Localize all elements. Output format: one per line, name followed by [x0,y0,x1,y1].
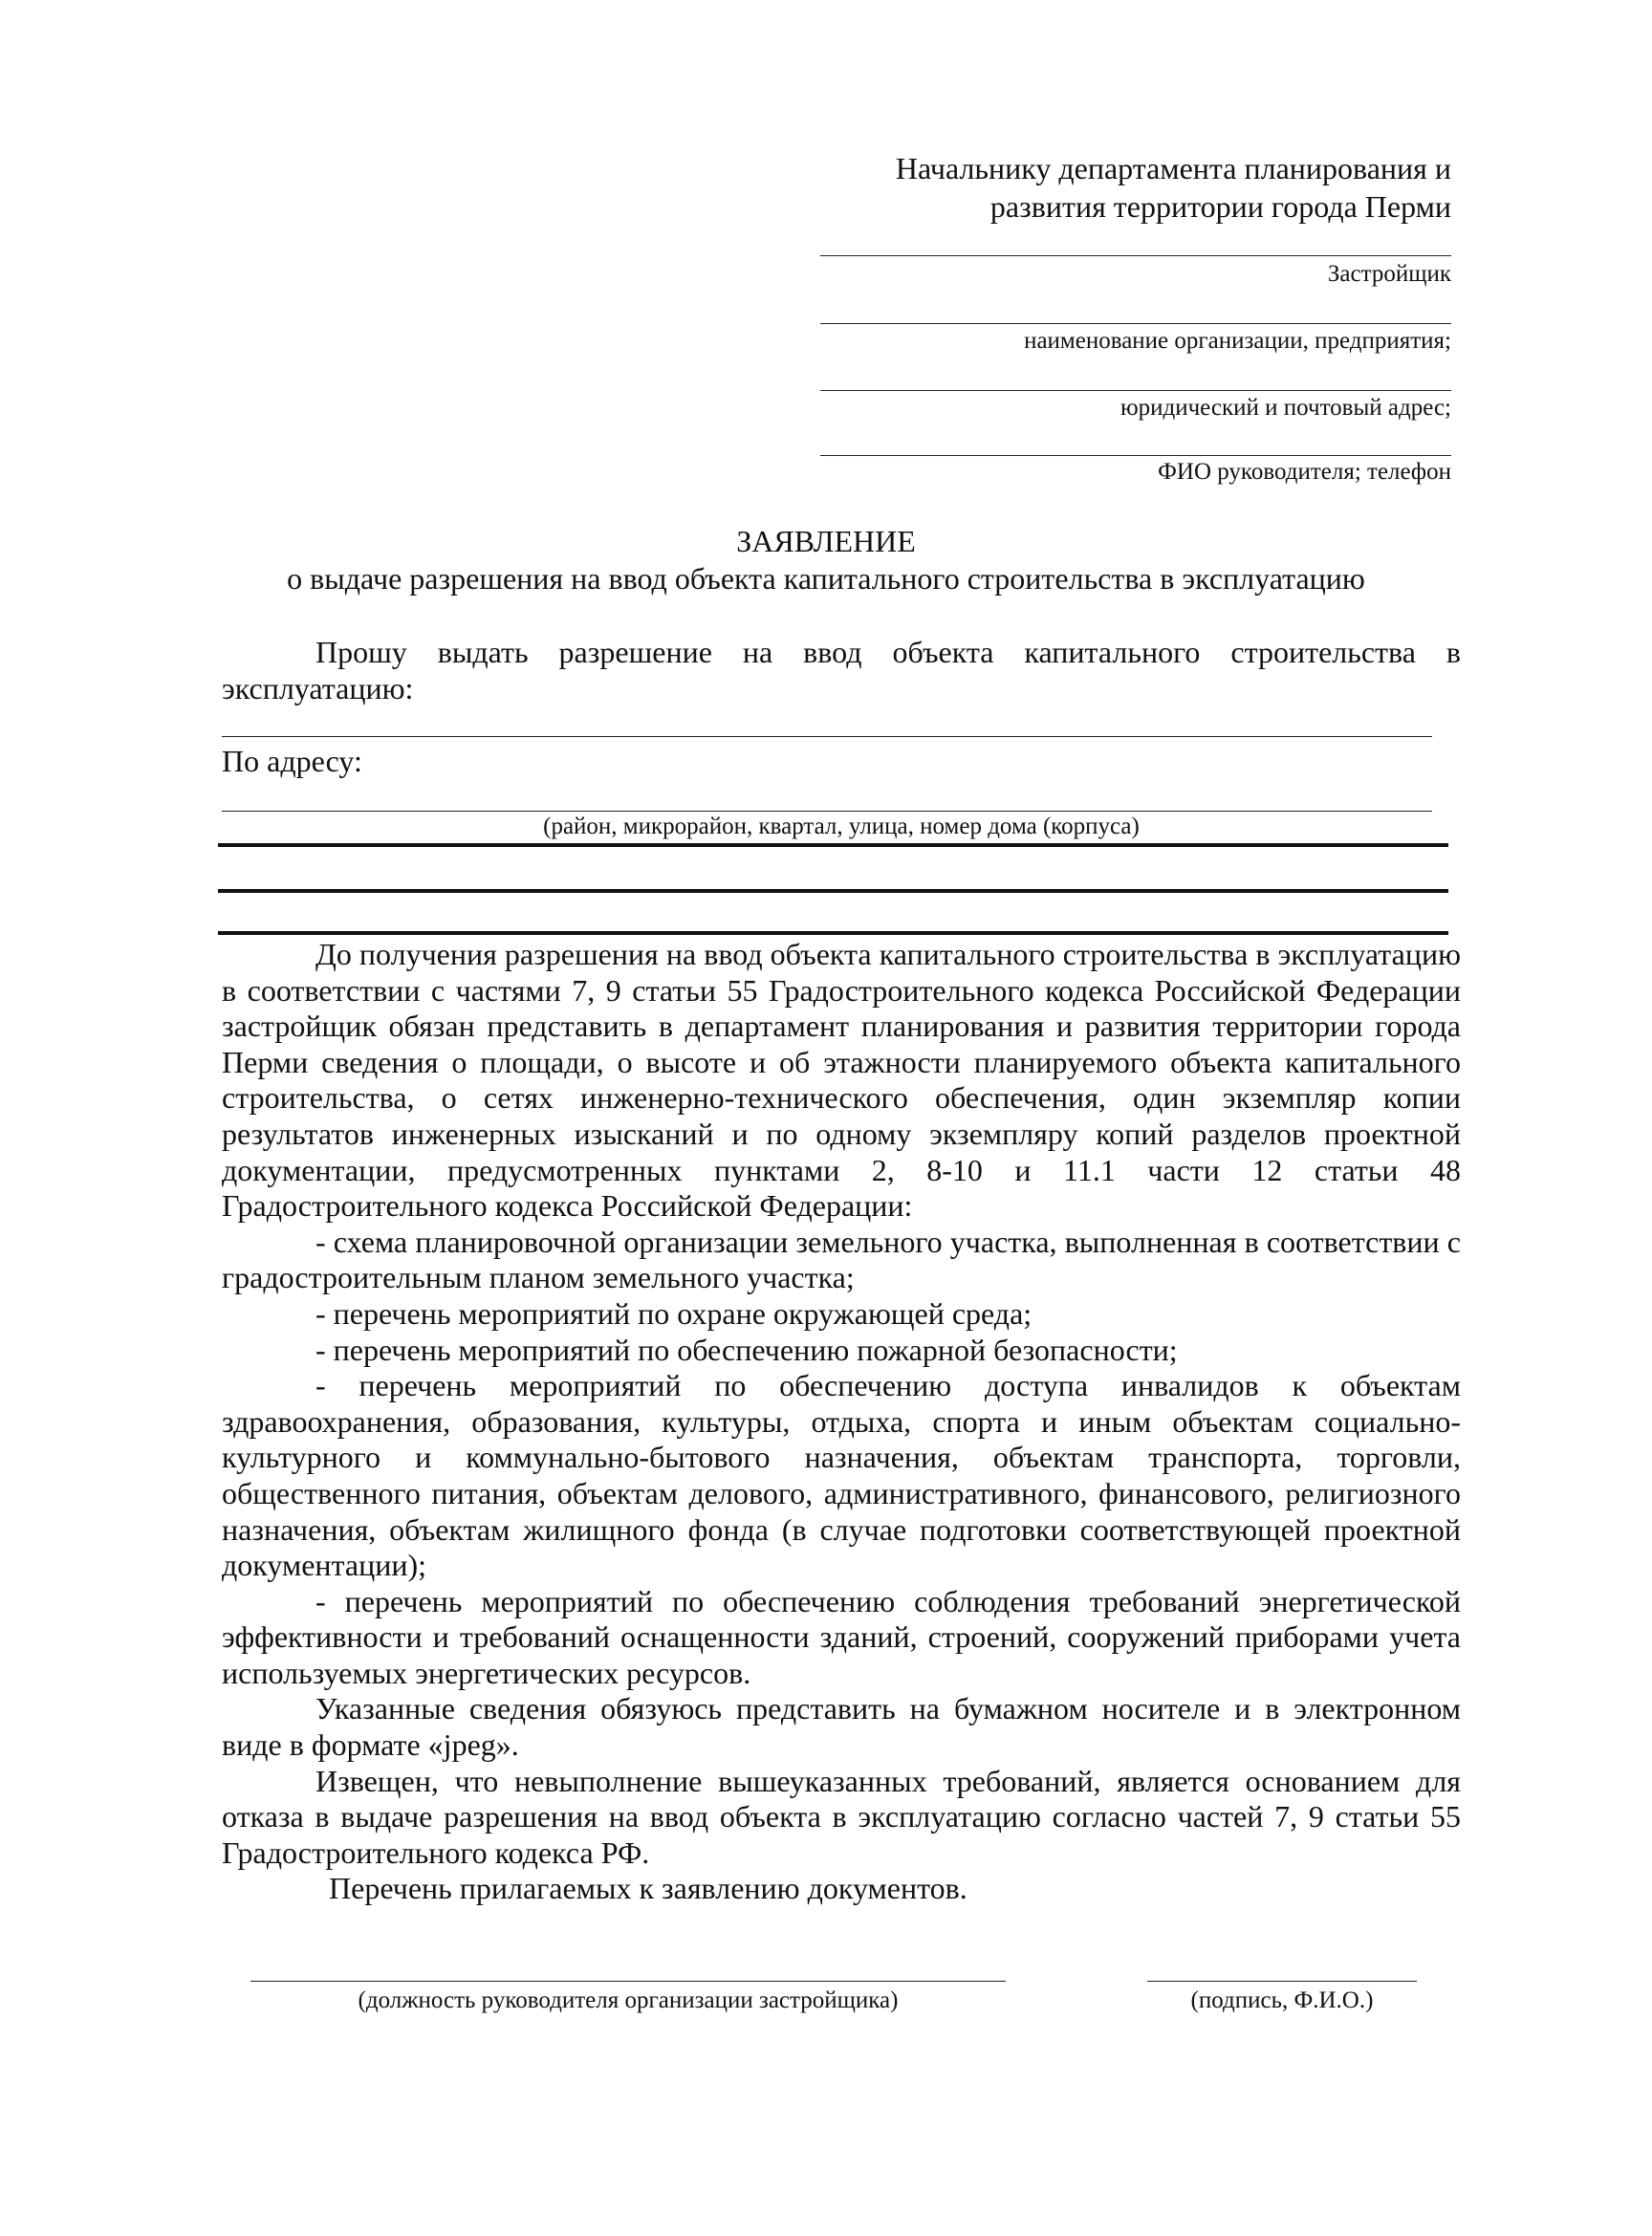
list-item: - перечень мероприятий по охране окружающей среда; [315,1295,1032,1331]
director-field-line[interactable] [820,455,1451,456]
request-paragraph [222,635,1461,706]
address-field-line-3[interactable] [218,889,1448,893]
address-field-line-1[interactable] [222,811,1432,812]
list-item: - перечень мероприятий по обеспечению доступа инвалидов к объектам здравоохранения, образования, культуры, отдыха, спорта и иным объектам социально-культурного и коммунально-бытового назначения, объектам транспорта, торговли, общественного питания, объектам делового, административного, финансового, религиозного назначения, объектам жилищного фонда (в случае подготовки соответствующей проектной документации); [222,1368,1461,1583]
signature-hint: (подпись, Ф.И.О.) [1190,1987,1374,2013]
list-item: - перечень мероприятий по обеспечению соблюдения требований энергетической эффективности и требований оснащенности зданий, строений, сооружений приборами учета используемых энергетических ресурсов. [222,1583,1461,1690]
list-item: - перечень мероприятий по обеспечению пожарной безопасности; [315,1332,1178,1367]
attachments-text: Перечень прилагаемых к заявлению документов. [329,1871,967,1906]
position-field-line[interactable] [250,1981,1006,1982]
notice-block [222,937,1461,1907]
addressee-line-1: Начальнику департамента планирования и [895,151,1451,185]
director-phone-label: ФИО руководителя; телефон [1158,459,1451,485]
address-field-line[interactable] [820,390,1451,391]
signature-field-line[interactable] [1147,1981,1417,1982]
developer-field-line[interactable] [820,255,1451,256]
address-field-line-2[interactable] [218,843,1448,847]
list-item: - схема планировочной организации земельного участка, выполненная в соответствии с градостроительным планом земельного участка; [222,1224,1461,1295]
position-hint: (должность руководителя организации застройщика) [358,1987,899,2013]
format-note: Указанные сведения обязуюсь представить на бумажном носителе и в электронном виде в формате «jpeg». [222,1691,1461,1763]
developer-label: Застройщик [1327,261,1451,287]
document-subtitle: о выдаче разрешения на ввод объекта капитального строительства в эксплуатацию [287,561,1365,596]
address-hint: (район, микрорайон, квартал, улица, номер дома (корпуса) [543,814,1140,839]
request-text: Прошу выдать разрешение на ввод объекта капитального строительства в эксплуатацию: [222,635,1461,706]
document-title: ЗАЯВЛЕНИЕ [736,524,916,558]
addressee-line-2: развития территории города Перми [989,189,1451,224]
legal-address-label: юридический и почтовый адрес; [1119,395,1451,421]
address-field-line-4[interactable] [218,931,1448,935]
org-name-label: наименование организации, предприятия; [1024,328,1451,354]
object-name-field-line[interactable] [222,736,1432,737]
warning-text: Извещен, что невыполнение вышеуказанных требований, является основанием для отказа в выдаче разрешения на ввод объекта в эксплуатацию согласно частей 7, 9 статьи 55 Градостроительного кодекса РФ. [222,1763,1461,1870]
org-name-field-line[interactable] [820,323,1451,324]
notice-intro: До получения разрешения на ввод объекта капитального строительства в эксплуатацию в соответствии с частями 7, 9 статьи 55 Градостроительного кодекса Российской Федерации застройщик обязан представить в департамент планирования и развития территории города Перми сведения о площади, о высоте и об этажности планируемого объекта капитального строительства, о сетях инженерно-технического обеспечения, один экземпляр копии результатов инженерных изысканий и по одному экземпляру копий разделов проектной документации, предусмотренных пунктами 2, 8-10 и 11.1 части 12 статьи 48 Градостроительного кодекса Российской Федерации: [222,937,1461,1224]
address-label: По адресу: [222,744,362,778]
